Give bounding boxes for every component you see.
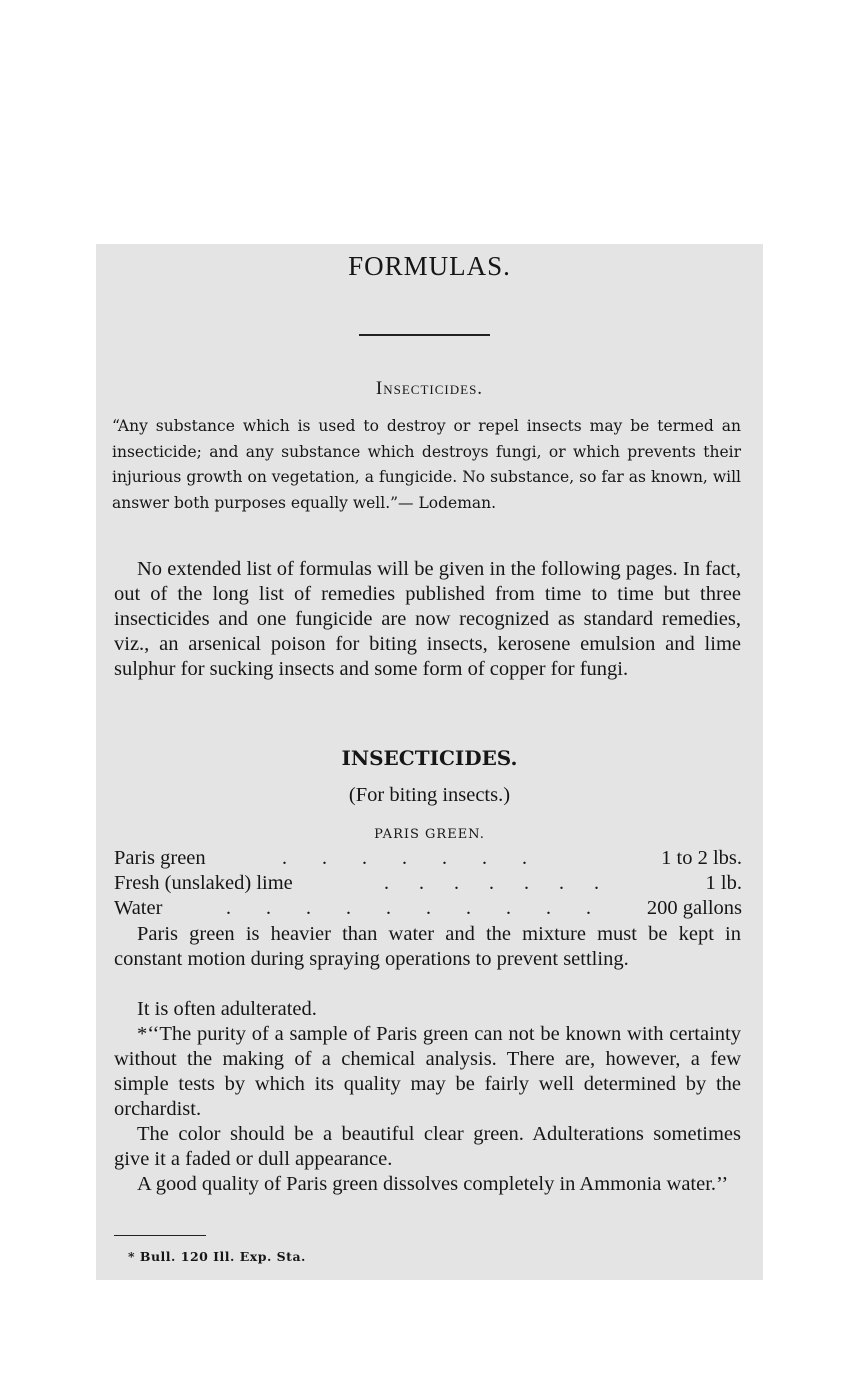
adulterated-paragraph: It is often adulterated. bbox=[137, 998, 317, 1020]
settling-paragraph: Paris green is heavier than water and the mixture must be kept in constant motion during spraying operations to prevent settling. bbox=[114, 923, 741, 970]
recipe-quantity: 200 gallons bbox=[646, 897, 742, 919]
intro-paragraph: No extended list of formulas will be given in the following pages. In fact, out of the long list of remedies published from time to time but three insecticides and one fungicide are now recognized as standard remedies, viz., an arsenical poison for biting insects, kerosene emulsion and lime sulphur for sucking insects and some form of copper for fungi. bbox=[114, 558, 741, 680]
color-paragraph: The color should be a beautiful clear green. Adulterations sometimes give it a faded or dull appearance. bbox=[114, 1123, 741, 1170]
lodeman-quote: “Any substance which is used to destroy or repel insects may be termed an insecticide; and any substance which destroys fungi, or which prevents their injurious growth on vegetation, a fungicide. No substance, so far as known, will answer both purposes equally well.”— Lodeman. bbox=[112, 417, 741, 512]
recipe-ingredient: Fresh (unslaked) lime bbox=[114, 872, 293, 894]
recipe-ingredient: Paris green bbox=[114, 847, 206, 869]
biting-subheading: (For biting insects.) bbox=[348, 784, 511, 806]
leader-dots: . . . . . . . bbox=[384, 872, 599, 894]
footnote-rule bbox=[114, 1235, 206, 1236]
footnote: * Bull. 120 Ill. Exp. Sta. bbox=[128, 1249, 306, 1264]
paris-green-heading: PARIS GREEN. bbox=[374, 827, 485, 842]
leader-dots: . . . . . . . bbox=[282, 847, 527, 869]
recipe-ingredient: Water bbox=[114, 897, 163, 919]
recipe-row bbox=[114, 872, 742, 897]
book-page bbox=[96, 244, 763, 1280]
page-title: FORMULAS. bbox=[348, 251, 511, 281]
recipe-quantity: 1 lb. bbox=[705, 872, 742, 894]
title-rule bbox=[359, 334, 490, 336]
recipe-row bbox=[114, 897, 742, 922]
purity-paragraph: *‘‘The purity of a sample of Paris green can not be known with certainty without the making of a chemical analysis. There are, however, a few simple tests by which its quality may be fairly well determined by the orchardist. bbox=[114, 1023, 741, 1120]
recipe-quantity: 1 to 2 lbs. bbox=[661, 847, 742, 869]
recipe-row bbox=[114, 847, 742, 872]
leader-dots: . . . . . . . . . . bbox=[226, 897, 591, 919]
insecticides-heading: INSECTICIDES. bbox=[341, 746, 518, 770]
section-heading: Insecticides. bbox=[375, 378, 484, 399]
ammonia-paragraph: A good quality of Paris green dissolves completely in Ammonia water.’’ bbox=[137, 1173, 729, 1195]
